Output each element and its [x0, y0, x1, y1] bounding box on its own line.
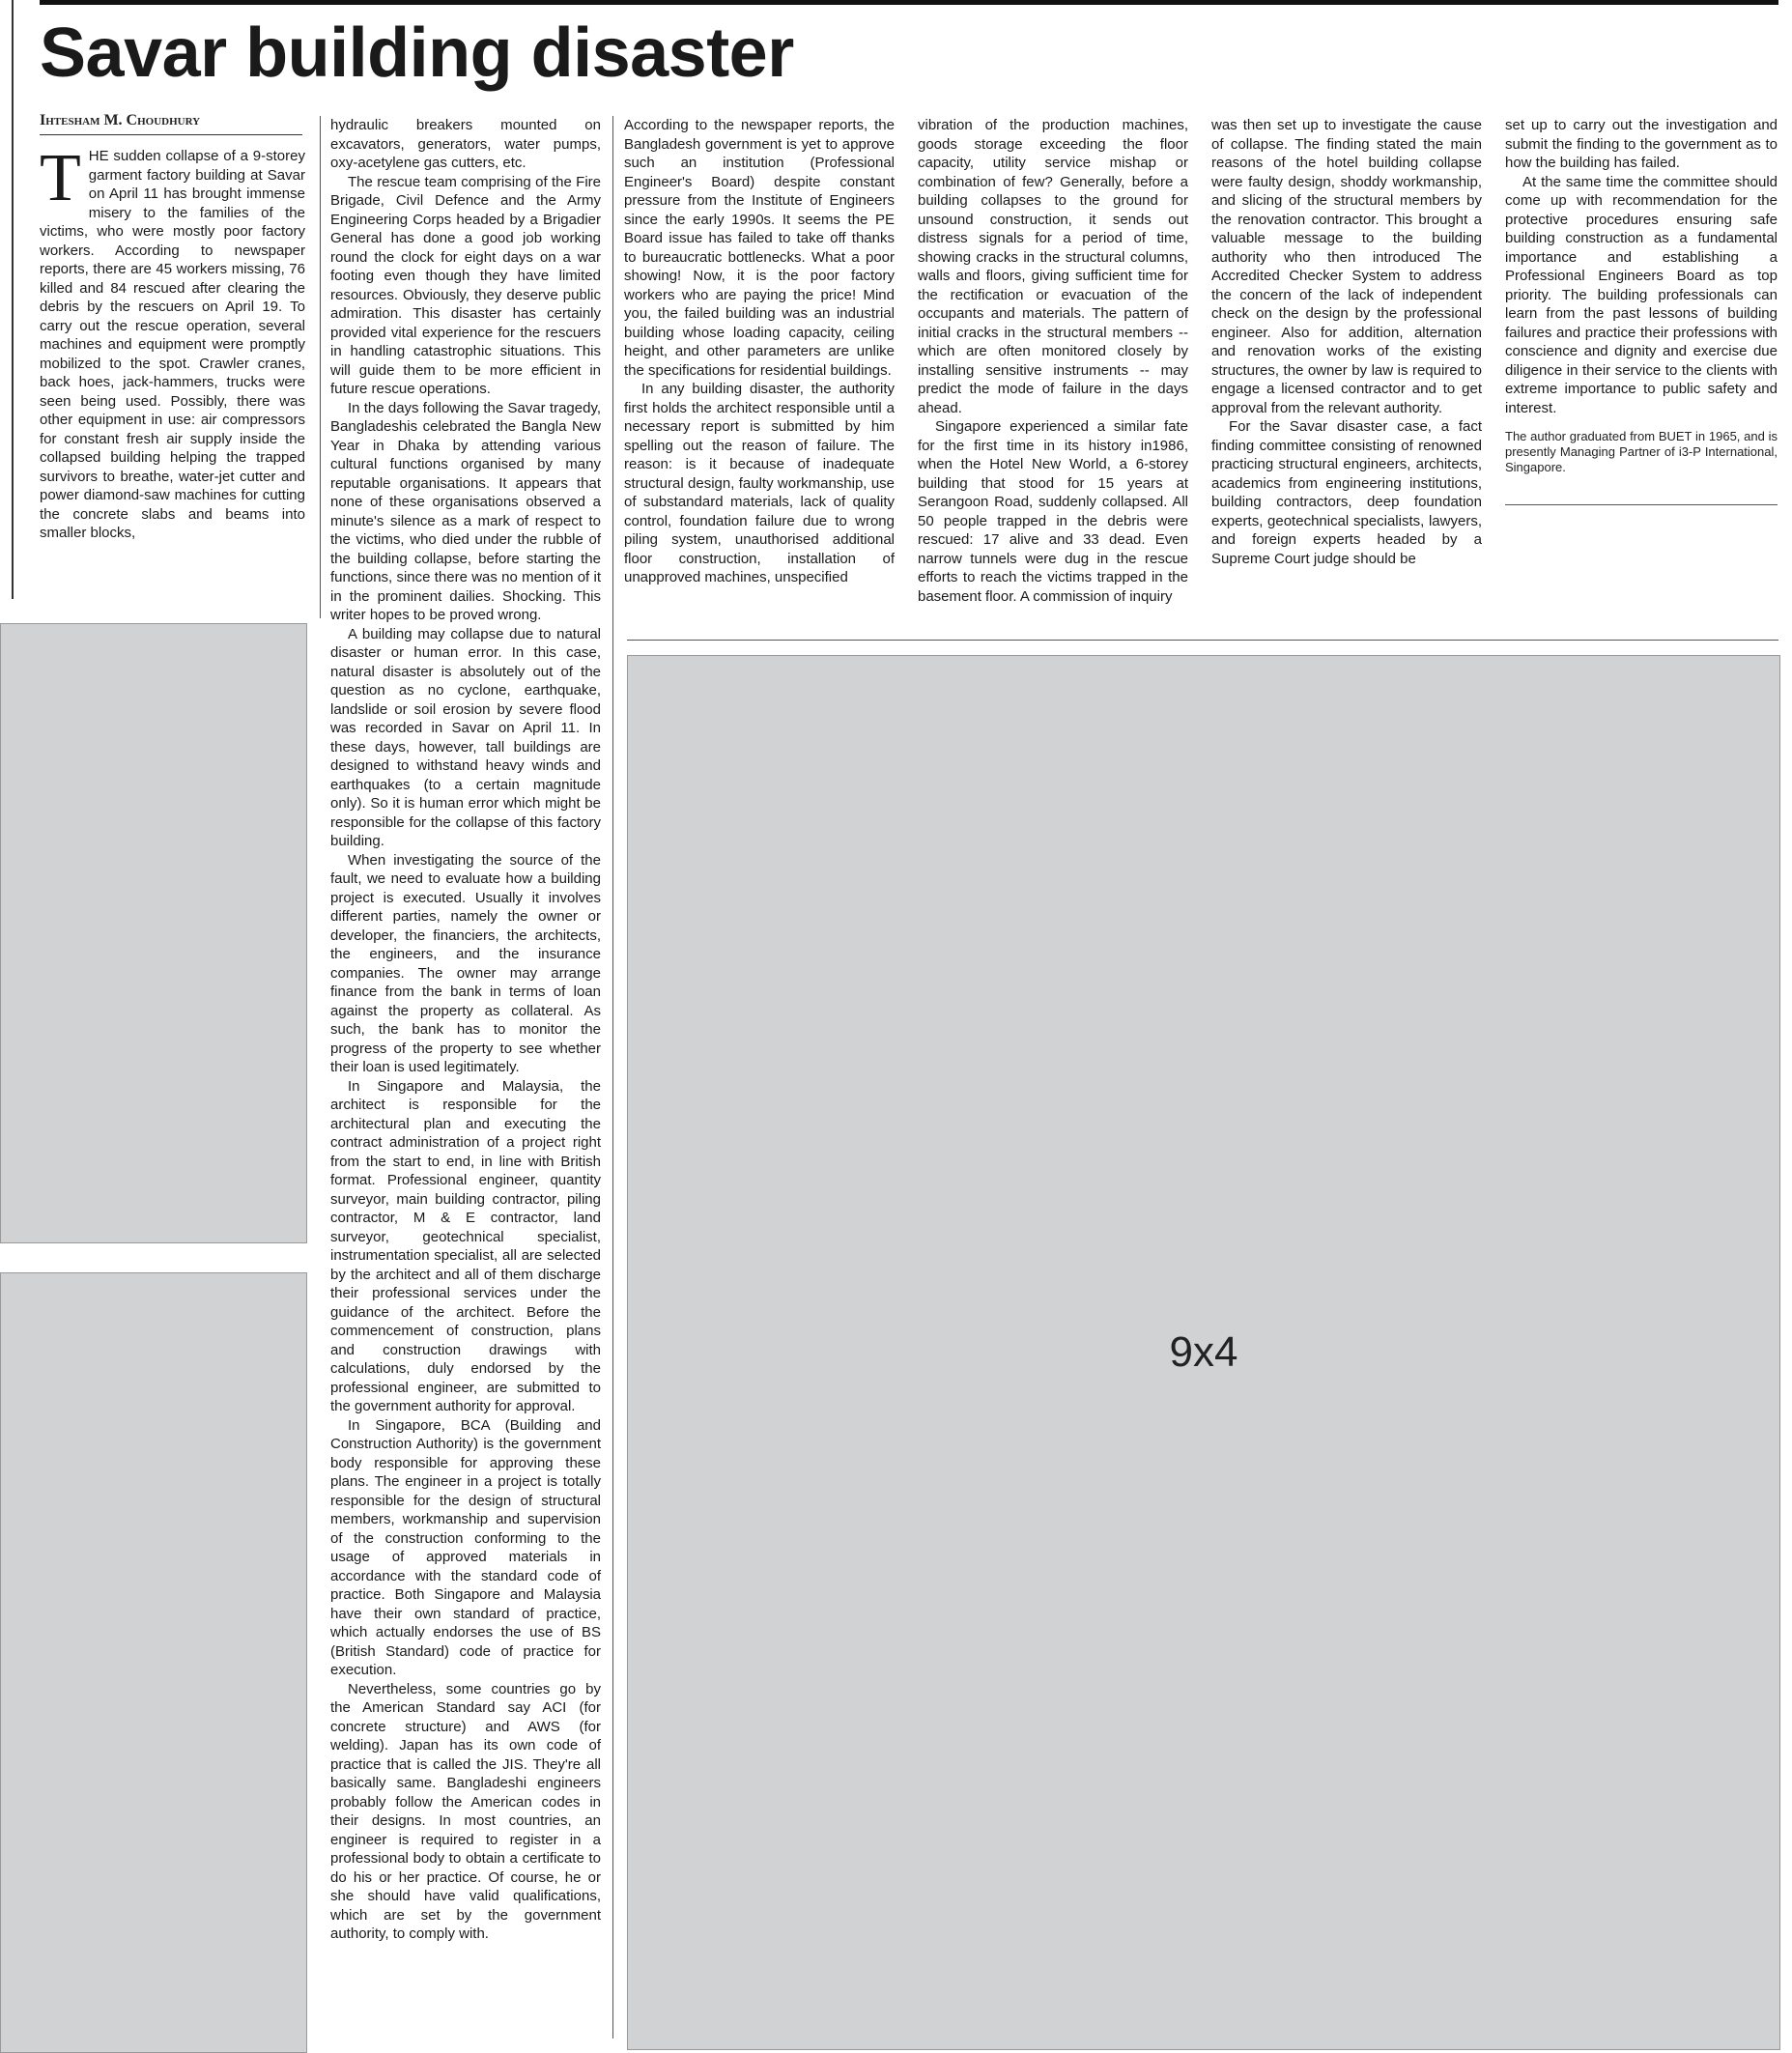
- paragraph: The rescue team comprising of the Fire Brigade, Civil Defence and the Army Engineering Corps headed by a Brigadier General has done a good job working round the clock for eight days on a war footing even though they have limited resources. Obviously, they deserve public admiration. This disaster has certainly provided vital experience for the rescuers in handling catastrophic situations. This will guide them to be more efficient in future rescue operations.: [330, 173, 601, 397]
- paragraph: In any building disaster, the authority first holds the architect responsible until a necessary report is submitted by him spelling out the reason of failure. The reason: is it because of inadequate structural design, faulty workmanship, use of substandard materials, lack of quality control, foundation failure due to wrong piling system, unauthorised additional floor construction, installation of unapproved machines, unspecified: [624, 381, 895, 585]
- paragraph: hydraulic breakers mounted on excavators, generators, water pumps, oxy-acetylene gas cutters, etc.: [330, 117, 601, 171]
- paragraph: At the same time the committee should come up with recommendation for the protective procedures ensuring safe building construction as a fundamental importance and establishing a Professional Engineers Board as top priority. The building professionals can learn from the past lessons of building failures and practice their professions with conscience and dignity and exercise due diligence in their service to the clients with extreme importance to public safety and interest.: [1505, 173, 1778, 416]
- advertisement-placeholder: [0, 623, 307, 1243]
- advertisement-placeholder: [0, 1272, 307, 2053]
- column-6-body: [1505, 116, 1778, 417]
- paragraph: Singapore experienced a similar fate for the first time in its history in1986, when the Hotel New World, a 6-storey building that stood for 15 years at Serangoon Road, suddenly collapsed. All 50 people trapped in the debris were rescued: 17 alive and 33 dead. Even narrow tunnels were dug in the rescue efforts to reach the victims trapped in the basement floor. A commission of inquiry: [918, 418, 1188, 605]
- article-column-5: [1211, 116, 1482, 568]
- paragraph: For the Savar disaster case, a fact finding committee consisting of renowned practicing structural engineers, architects, academics from engineering institutions, building contractors, deep foundation experts, geotechnical specialists, lawyers, and foreign experts headed by a Supreme Court judge should be: [1211, 418, 1482, 567]
- headline: Savar building disaster: [40, 14, 794, 92]
- paragraph: A building may collapse due to natural disaster or human error. In this case, natural disaster is absolutely out of the question as no cyclone, earthquake, landslide or soil erosion by severe flood was recorded in Savar on April 11. In these days, however, tall buildings are designed to withstand heavy winds and earthquakes (to a certain magnitude only). So it is human error which might be responsible for the collapse of this factory building.: [330, 625, 601, 849]
- article-column-6: [1505, 116, 1778, 505]
- drop-cap: T: [40, 141, 81, 215]
- paragraph: set up to carry out the investigation and submit the finding to the government as to how the building has failed.: [1505, 117, 1778, 171]
- article-column-2: [330, 116, 601, 1944]
- paragraph: was then set up to investigate the cause of collapse. The finding stated the main reasons of the hotel building collapse were faulty design, shoddy workmanship, and slicing of the structural members by the renovation contractor. This brought a valuable message to the building authority who then introduced The Accredited Checker System to address the concern of the lack of independent check on the design by the professional engineer. Also for addition, alternation and renovation works of the existing structures, the owner by law is required to engage a licensed contractor and to get approval from the relevant authority.: [1211, 117, 1482, 416]
- column-divider: [320, 116, 321, 618]
- column-divider: [612, 116, 613, 2039]
- top-rule: [40, 0, 1778, 5]
- paragraph: In the days following the Savar tragedy, Bangladeshis celebrated the Bangla New Year in Dhaka by attending various cultural functions organised by many reputable organisations. It appears that none of these organisations observed a minute's silence as a mark of respect to the victims, who died under the rubble of the building collapse, before starting the functions, since there was no mention of it in the prominent dailies. Shocking. This writer hopes to be proved wrong.: [330, 399, 601, 623]
- paragraph: Nevertheless, some countries go by the American Standard say ACI (for concrete structure) and AWS (for welding). Japan has its own code of practice that is called the JIS. They're all basically same. Bangladeshi engineers probably follow the American codes in their designs. In most countries, an engineer is required to register in a professional body to obtain a certificate to do his or her practice. Of course, he or she should have valid qualifications, which are set by the government authority, to comply with.: [330, 1680, 601, 1942]
- left-border-line: [12, 0, 14, 599]
- paragraph: When investigating the source of the fault, we need to evaluate how a building project is executed. Usually it involves different parties, namely the owner or developer, the financiers, the architects, the engineers, and the insurance companies. The owner may arrange finance from the bank in terms of loan against the property as collateral. As such, the bank has to monitor the progress of the property to see whether their loan is used legitimately.: [330, 851, 601, 1075]
- article-column-3: [624, 116, 895, 587]
- paragraph: In Singapore and Malaysia, the architect is responsible for the architectural plan and executing the contract administration of a project right from the start to end, in line with British format. Professional engineer, quantity surveyor, main building contractor, piling contractor, M & E contractor, land surveyor, geotechnical specialist, instrumentation specialist, all are selected by the architect and all of them discharge their professional services under the guidance of the architect. Before the commencement of construction, plans and construction drawings with calculations, duly endorsed by the professional engineer, are submitted to the government authority for approval.: [330, 1077, 601, 1414]
- paragraph: vibration of the production machines, goods storage exceeding the floor capacity, utility service mishap or combination of few? Generally, before a building collapses to the ground for unsound construction, it sends out distress signals for a period of time, showing cracks in the structural columns, walls and floors, giving sufficient time for the rectification or evacuation of the occupants and materials. The pattern of initial cracks in the structural members -- which are often monitored closely by installing sensitive instruments -- may predict the mode of failure in the days ahead.: [918, 117, 1188, 416]
- paragraph: In Singapore, BCA (Building and Construction Authority) is the government body responsible for approving these plans. The engineer in a project is totally responsible for the design of structural members, workmanship and supervision of the construction conforming to the usage of approved materials in accordance with the standard code of practice. Both Singapore and Malaysia have their own standard of practice, which actually endorses the use of BS (British Standard) code of practice for execution.: [330, 1416, 601, 1678]
- byline: Ihtesham M. Choudhury: [40, 112, 302, 135]
- article-column-1: [40, 141, 305, 543]
- lead-text: HE sudden collapse of a 9-storey garment factory building at Savar on April 11 has brought immense misery to the families of the victims, who were mostly poor factory workers. According to newspaper reports, there are 45 workers missing, 76 killed and 84 rescued after clearing the debris by the rescuers on April 19. To carry out the rescue operation, several machines and equipment were promptly mobilized to the spot. Crawler cranes, back hoes, jack-hammers, trucks were seen being used. Possibly, there was other equipment in use: air compressors for constant fresh air supply inside the collapsed building helping the trapped survivors to breathe, water-jet cutter and power diamond-saw machines for cutting the concrete slabs and beams into smaller blocks,: [40, 148, 305, 541]
- paragraph: According to the newspaper reports, the Bangladesh government is yet to approve such an institution (Professional Engineer's Board) despite constant pressure from the Institute of Engineers since the early 1990s. It seems the PE Board issue has failed to take off thanks to bureaucratic bottlenecks. What a poor showing! Now, it is the poor factory workers who are paying the price! Mind you, the failed building was an industrial building whose loading capacity, ceiling height, and other parameters are unlike the specifications for residential buildings.: [624, 117, 895, 379]
- advertisement-placeholder-main: [627, 655, 1780, 2050]
- ad-size-label: 9x4: [1169, 1328, 1238, 1376]
- article-column-4: [918, 116, 1188, 606]
- lead-paragraph: [40, 141, 305, 543]
- author-note: The author graduated from BUET in 1965, and is presently Managing Partner of i3-P International, Singapore.: [1505, 429, 1778, 505]
- section-rule: [627, 640, 1778, 641]
